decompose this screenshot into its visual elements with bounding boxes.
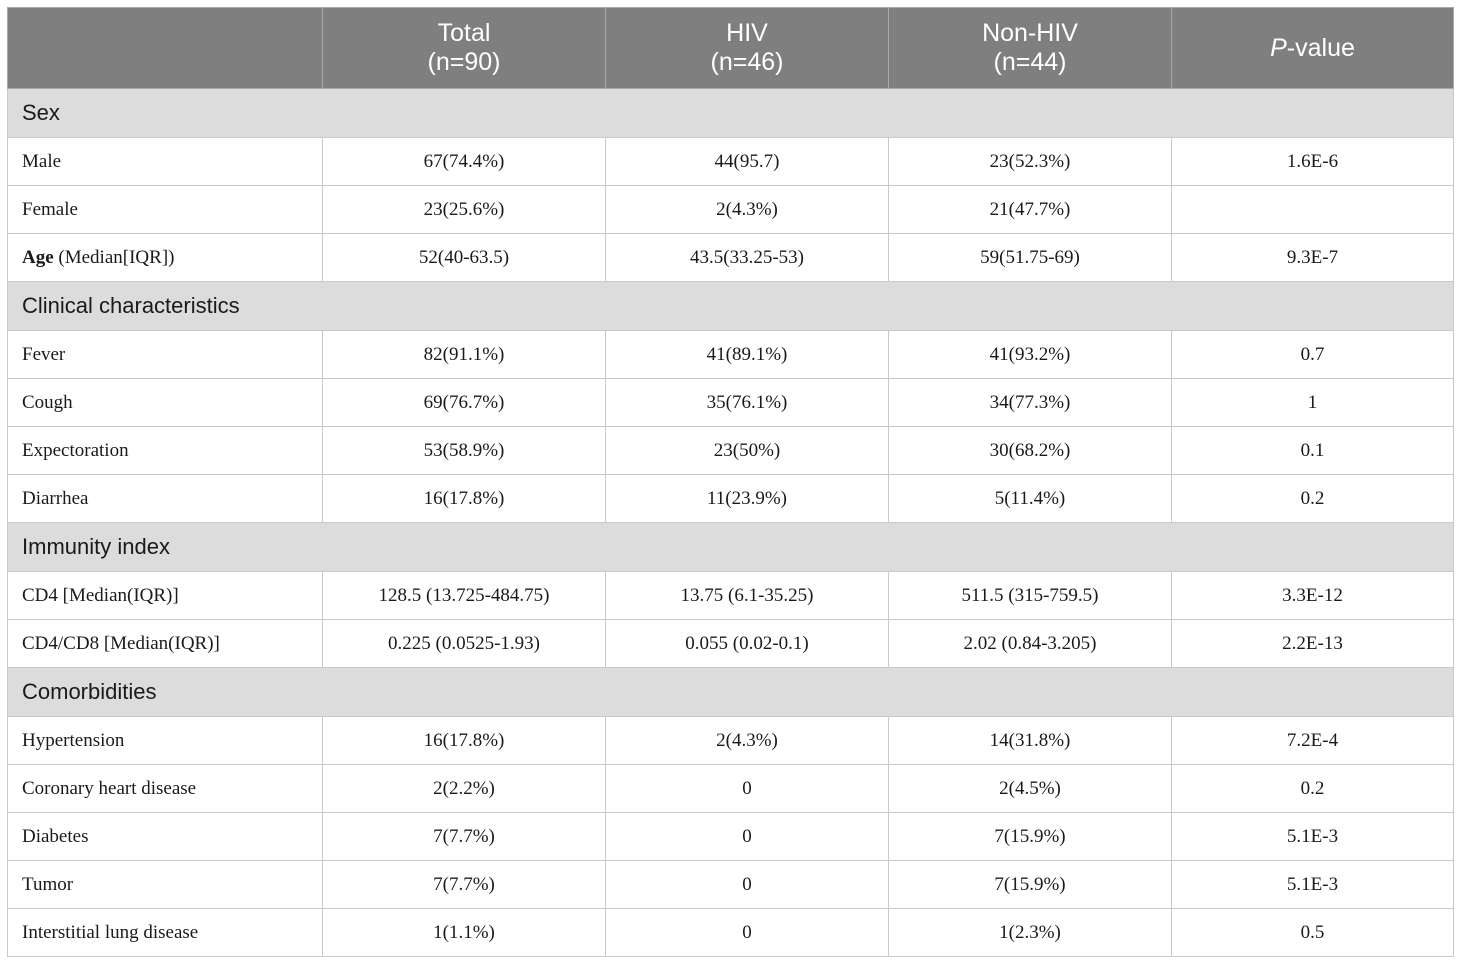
cell-pvalue: 0.1 — [1172, 427, 1454, 475]
header-hiv-label: HIV — [726, 19, 768, 47]
cell-nonhiv: 59(51.75-69) — [889, 234, 1172, 282]
row-label — [8, 234, 323, 282]
section-row-sex — [8, 89, 1454, 138]
row-label: Coronary heart disease — [8, 765, 323, 813]
header-total-count: (n=90) — [427, 48, 501, 76]
characteristics-table — [7, 7, 1454, 957]
cell-total: 0.225 (0.0525-1.93) — [323, 620, 606, 668]
cell-pvalue: 1.6E-6 — [1172, 138, 1454, 186]
cell-pvalue: 1 — [1172, 379, 1454, 427]
table-row-diabetes — [8, 813, 1454, 861]
table-row-cd4cd8 — [8, 620, 1454, 668]
section-row-clinical — [8, 282, 1454, 331]
header-nonhiv — [889, 8, 1172, 89]
cell-nonhiv: 30(68.2%) — [889, 427, 1172, 475]
table-row-male — [8, 138, 1454, 186]
cell-pvalue: 0.2 — [1172, 765, 1454, 813]
row-label-bold: Age — [22, 246, 54, 268]
header-hiv-count: (n=46) — [710, 48, 784, 76]
section-title: Sex — [8, 89, 1454, 138]
cell-total: 53(58.9%) — [323, 427, 606, 475]
cell-pvalue: 5.1E-3 — [1172, 861, 1454, 909]
cell-total: 82(91.1%) — [323, 331, 606, 379]
table-row-expectoration — [8, 427, 1454, 475]
table-row-ild — [8, 909, 1454, 957]
table-row-tumor — [8, 861, 1454, 909]
cell-hiv: 41(89.1%) — [606, 331, 889, 379]
cell-hiv: 35(76.1%) — [606, 379, 889, 427]
cell-pvalue: 0.7 — [1172, 331, 1454, 379]
cell-hiv: 44(95.7) — [606, 138, 889, 186]
row-label: Female — [8, 186, 323, 234]
cell-nonhiv: 34(77.3%) — [889, 379, 1172, 427]
cell-total: 2(2.2%) — [323, 765, 606, 813]
cell-nonhiv: 2(4.5%) — [889, 765, 1172, 813]
cell-hiv: 0.055 (0.02-0.1) — [606, 620, 889, 668]
cell-pvalue: 9.3E-7 — [1172, 234, 1454, 282]
cell-hiv: 2(4.3%) — [606, 186, 889, 234]
header-pvalue-italic: P — [1270, 33, 1287, 62]
header-total-label: Total — [437, 19, 491, 47]
section-title: Clinical characteristics — [8, 282, 1454, 331]
cell-nonhiv: 5(11.4%) — [889, 475, 1172, 523]
cell-hiv: 23(50%) — [606, 427, 889, 475]
cell-nonhiv: 7(15.9%) — [889, 813, 1172, 861]
cell-total: 16(17.8%) — [323, 717, 606, 765]
cell-pvalue: 0.2 — [1172, 475, 1454, 523]
cell-hiv: 2(4.3%) — [606, 717, 889, 765]
row-label: CD4/CD8 [Median(IQR)] — [8, 620, 323, 668]
row-label-rest: (Median[IQR]) — [53, 246, 175, 268]
table-row-cd4 — [8, 572, 1454, 620]
section-title: Immunity index — [8, 523, 1454, 572]
cell-nonhiv: 14(31.8%) — [889, 717, 1172, 765]
header-pvalue-rest: -value — [1286, 33, 1355, 62]
header-pvalue — [1172, 8, 1454, 89]
cell-total: 67(74.4%) — [323, 138, 606, 186]
cell-nonhiv: 41(93.2%) — [889, 331, 1172, 379]
cell-nonhiv: 1(2.3%) — [889, 909, 1172, 957]
header-hiv — [606, 8, 889, 89]
cell-hiv: 43.5(33.25-53) — [606, 234, 889, 282]
header-total — [323, 8, 606, 89]
cell-total: 52(40-63.5) — [323, 234, 606, 282]
cell-pvalue: 5.1E-3 — [1172, 813, 1454, 861]
header-nonhiv-label: Non-HIV — [982, 19, 1078, 47]
cell-nonhiv: 21(47.7%) — [889, 186, 1172, 234]
cell-hiv: 0 — [606, 861, 889, 909]
cell-pvalue — [1172, 186, 1454, 234]
row-label: Diabetes — [8, 813, 323, 861]
cell-nonhiv: 2.02 (0.84-3.205) — [889, 620, 1172, 668]
row-label: Hypertension — [8, 717, 323, 765]
table-row-cough — [8, 379, 1454, 427]
cell-total: 7(7.7%) — [323, 813, 606, 861]
row-label: Tumor — [8, 861, 323, 909]
cell-nonhiv: 7(15.9%) — [889, 861, 1172, 909]
cell-total: 23(25.6%) — [323, 186, 606, 234]
cell-total: 1(1.1%) — [323, 909, 606, 957]
cell-total: 69(76.7%) — [323, 379, 606, 427]
header-row — [8, 8, 1454, 89]
cell-hiv: 0 — [606, 813, 889, 861]
section-title: Comorbidities — [8, 668, 1454, 717]
row-label: Cough — [8, 379, 323, 427]
section-row-immunity — [8, 523, 1454, 572]
table-row-female — [8, 186, 1454, 234]
cell-pvalue: 3.3E-12 — [1172, 572, 1454, 620]
row-label: Diarrhea — [8, 475, 323, 523]
cell-hiv: 13.75 (6.1-35.25) — [606, 572, 889, 620]
table-row-chd — [8, 765, 1454, 813]
row-label: CD4 [Median(IQR)] — [8, 572, 323, 620]
header-empty-cell — [8, 8, 323, 89]
row-label: Fever — [8, 331, 323, 379]
cell-hiv: 0 — [606, 765, 889, 813]
characteristics-table-container — [7, 7, 1453, 957]
row-label: Expectoration — [8, 427, 323, 475]
cell-hiv: 11(23.9%) — [606, 475, 889, 523]
cell-nonhiv: 23(52.3%) — [889, 138, 1172, 186]
cell-pvalue: 0.5 — [1172, 909, 1454, 957]
table-row-hypertension — [8, 717, 1454, 765]
cell-total: 7(7.7%) — [323, 861, 606, 909]
table-row-diarrhea — [8, 475, 1454, 523]
cell-hiv: 0 — [606, 909, 889, 957]
row-label: Interstitial lung disease — [8, 909, 323, 957]
cell-pvalue: 7.2E-4 — [1172, 717, 1454, 765]
table-row-fever — [8, 331, 1454, 379]
header-nonhiv-count: (n=44) — [993, 48, 1067, 76]
row-label: Male — [8, 138, 323, 186]
cell-total: 128.5 (13.725-484.75) — [323, 572, 606, 620]
table-row-age — [8, 234, 1454, 282]
cell-pvalue: 2.2E-13 — [1172, 620, 1454, 668]
cell-total: 16(17.8%) — [323, 475, 606, 523]
cell-nonhiv: 511.5 (315-759.5) — [889, 572, 1172, 620]
section-row-comorbidities — [8, 668, 1454, 717]
